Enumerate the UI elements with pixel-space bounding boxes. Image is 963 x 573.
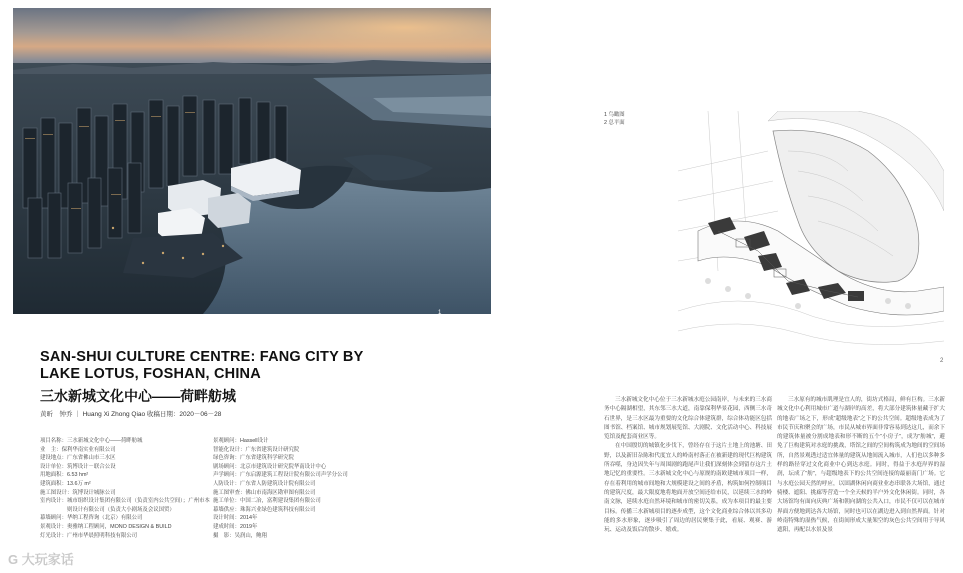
caption-2: 2 总平面 bbox=[604, 120, 625, 126]
info-row: 声学顾问：广东启源建筑工程设计院有限公司声学分公司 bbox=[213, 472, 348, 479]
info-row: 设计单位：筑博设计－联合公设 bbox=[40, 463, 116, 470]
info-row: 景观顾问：Hassell设计 bbox=[213, 438, 269, 444]
info-row: 人防设计：广东省人防建筑设计院有限公司 bbox=[213, 480, 316, 487]
info-row: 景观设计：奥雅纳工程顾问，MONO DESIGN & BUILD bbox=[40, 523, 172, 530]
info-row: 绿色咨询：广东省建筑科学研究院 bbox=[213, 455, 294, 462]
info-row: 幕墙顾问：华纳工程咨询（北京）有限公司 bbox=[40, 515, 143, 522]
info-row: 剧场顾问：北京市建筑设计研究院华南设计中心 bbox=[213, 463, 327, 470]
info-row: 施工图设计：筑博设计城脉公司 bbox=[40, 489, 116, 496]
project-info-left bbox=[40, 437, 210, 540]
paragraph: 三水新城文化中心位于三水新城水庭公园南岸，与未来的三水商务中心隔湖相望，其东邻三水大道，南靠保利华景花园，西侧三水奇石世界，是三水区最为重要的文化综合体建筑群，综合体功能区包括图书馆、档案馆、城市规划展览馆、大剧院、文化活动中心、科技展览馆及配套商业区等。 bbox=[604, 397, 772, 441]
info-row: 建设地点：广东省佛山市三水区 bbox=[40, 455, 116, 462]
aerial-night-image bbox=[13, 8, 491, 314]
paragraph: 在中国殷切的城镇化步伐下，曾经存在于这片土地上的池塘、田野，以及新旧杂陈和代度宜人的岭南村落正在被新建的现代巨构建筑所吞噬，身边因失年与周围剧的跑尾声让我们深刻体会到留存这片土地记忆的重要性。三水新城文化中心与原规的南欧建城市项目一样，存在着利用的城市间地和大规模建设之间的矛盾，构筑如何控制项目的建筑尺度，最大限度地将地面开放空间还给市民，以延续三水的岭南文脉，延续水庭自然环境和城市的密切关系，成为本项目的最主要目标。传播三水新城项目的逐步成型，这个文化商业综合体以其多功能的多水形象，逐步吸引了周边的居民聚集于此，看展、观赛、游玩、运动及饭后的散步、嬉戏。 bbox=[604, 443, 772, 534]
body-column-right bbox=[777, 396, 945, 535]
info-row: 摄 影：吴润山，鲍翔 bbox=[213, 532, 267, 539]
info-row: 用地面积：6.53 hm² bbox=[40, 472, 89, 479]
site-plan-figure bbox=[678, 111, 944, 357]
siteplan-number: 2 bbox=[940, 358, 944, 364]
body-column-left bbox=[604, 396, 772, 535]
site-plan-drawing bbox=[678, 111, 944, 357]
info-row: 智能化设计：广东省建筑设计研究院 bbox=[213, 446, 300, 453]
info-row: 幕墙供应：珠海兴业绿色建筑科技有限公司 bbox=[213, 506, 316, 513]
byline: 黄昕 钟乔 ｜ Huang Xi Zhong Qiao 收稿日期：2020－06－28 bbox=[40, 411, 222, 418]
info-row: 则设计有限公司（负责大小剧场及会议国贸） bbox=[40, 506, 175, 513]
info-row: 设计时间：2014年 bbox=[213, 515, 258, 522]
info-row: 建筑面积：13.6万 m² bbox=[40, 480, 91, 487]
article-title-chinese: 三水新城文化中心——荷畔舫城 bbox=[40, 388, 236, 404]
info-row: 施工单位：中国二冶，富利建设集团有限公司 bbox=[213, 498, 321, 505]
aerial-photo bbox=[13, 8, 491, 314]
article-title-english: SAN-SHUI CULTURE CENTRE: FANG CITY BY LAKE LOTUS, FOSHAN, CHINA bbox=[40, 349, 364, 382]
info-row: 项目名称：三水新城文化中心——荷畔舫城 bbox=[40, 438, 143, 444]
caption-1: 1 鸟瞰图 bbox=[604, 112, 625, 118]
info-row: 灯光设计：广州市华晨照明科技有限公司 bbox=[40, 532, 138, 539]
project-info-right bbox=[213, 437, 393, 540]
info-row: 室内设计：城市组织设计集团有限公司（负责室内公共空间）；广州市本 bbox=[40, 498, 210, 505]
watermark: G 大玩家话 bbox=[8, 552, 74, 567]
figure-captions bbox=[604, 111, 625, 127]
info-row: 建成时间：2019年 bbox=[213, 523, 258, 530]
paragraph: 三水原有的城市肌理是宜人的，街坊式格局，鲜有巨构。三水新城文化中心利用城市广道与湖岸的高差，将大部分建筑体量藏于扩大的地表广场之下，形成“超级地表”之下的公共空间。超级地表成为了市民节庆和聚会的广场，市民从城市界面非常容易到达这几，而余下的建筑体量被分割成地表和形不断的五个“小房子”，成为“舫城”，避免了巨构建筑对水庭的挑战，塔馆之间的空间构筑成为地间的空间场所，自然景观透过适宜体量的建筑从地间流入城市，人们也以多种多样的路径穿过文化商业中心到达水庭。同时，得益于水庭岸界的湿润，坛成了“舫”，与超级地表下的公共空间连接的最丽南门广场。它与水庭公园天然的呼应，以固湖休闲向商业业态串联各大场馆，通过骑楼、遮阳、挑廊等营造一个全天候的半户外文化休闲街。同时，各大场馆均有面向庆典广场和朝向湖的公共入口，市民不仅可以在城市界面方便地到达各大场馆，同时也可以在湖边进入到自然界面。针对岭南特殊的湿热气候，在街间形成大量架空的灰色公共空间用于导风遮阳，再配以水景及景 bbox=[777, 397, 945, 534]
info-row: 业 主：保利华南实业有限公司 bbox=[40, 446, 116, 453]
info-row: 施工图审查：佛山市南海区勘审图有限公司 bbox=[213, 489, 316, 496]
photo-number: 1 bbox=[438, 310, 442, 314]
